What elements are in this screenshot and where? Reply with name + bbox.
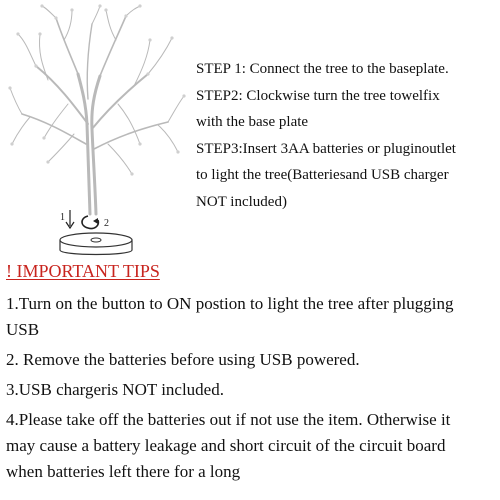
step-line: STEP2: Clockwise turn the tree towelfix	[196, 87, 440, 104]
tree-assembly-illustration	[8, 4, 186, 256]
tip-line: when batteries left there for a long	[6, 462, 241, 481]
down-arrow-icon	[66, 210, 74, 228]
tip-line: 4.Please take off the batteries out if not use the item. Otherwise it	[6, 410, 451, 429]
tip-line: 3.USB chargeris NOT included.	[6, 380, 224, 399]
birch-tree-drawing	[8, 4, 186, 256]
tip-line: may cause a battery leakage and short circuit of the circuit board	[6, 436, 446, 455]
arrow-label-1: 1	[60, 212, 65, 223]
important-tips-heading: ! IMPORTANT TIPS	[6, 261, 160, 281]
tip-line: 1.Turn on the button to ON postion to light the tree after plugging	[6, 294, 454, 313]
tip-line: 2. Remove the batteries before using USB powered.	[6, 350, 360, 369]
step-line: to light the tree(Batteriesand USB charger	[196, 167, 449, 183]
step-line: with the base plate	[196, 114, 309, 130]
rotate-arrow-icon	[82, 216, 98, 229]
assembly-steps	[196, 56, 496, 215]
step-line: STEP 1: Connect the tree to the baseplate.	[196, 61, 449, 77]
step-line: STEP3:Insert 3AA batteries or pluginoutlet	[196, 140, 456, 157]
step-line: NOT included)	[196, 193, 287, 210]
base-plate-drawing	[60, 233, 132, 255]
important-tips-list	[6, 291, 498, 485]
arrow-label-2: 2	[104, 218, 109, 229]
tip-line: USB	[6, 320, 40, 339]
